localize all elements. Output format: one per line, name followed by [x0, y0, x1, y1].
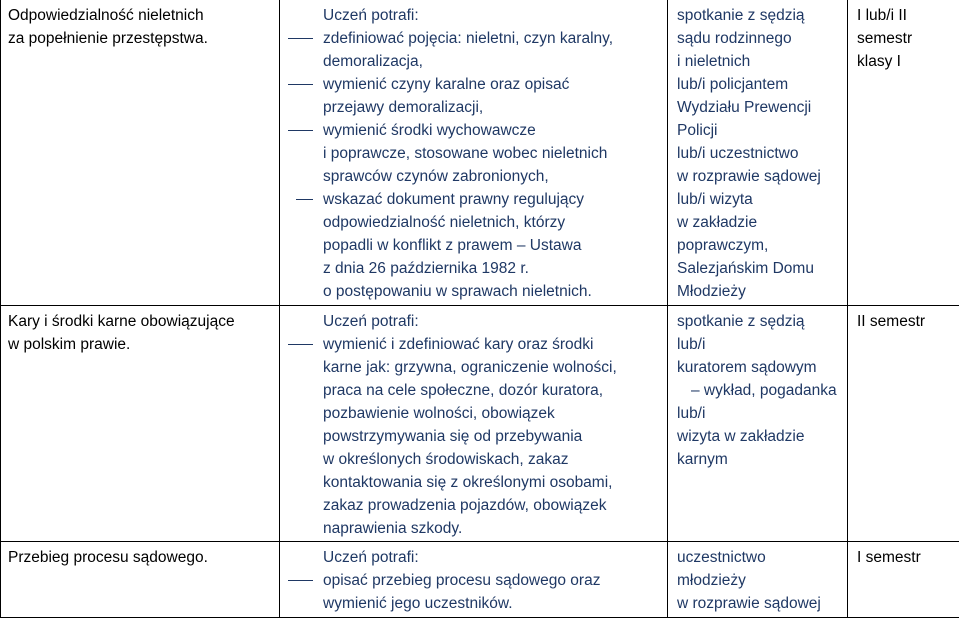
- methods-text: uczestnictwo młodzieży w rozprawie sądowej: [677, 546, 843, 615]
- methods-text: lub/i wizyta w zakładzie karnym: [677, 402, 843, 471]
- topic-cell: [1, 306, 280, 542]
- methods-text: spotkanie z sędzią lub/i kuratorem sądowym: [677, 310, 843, 379]
- topic-text: Odpowiedzialność nieletnich za popełnienie przestępstwa.: [8, 4, 273, 50]
- topic-cell: [1, 0, 280, 306]
- topic-text: Przebieg procesu sądowego.: [8, 546, 273, 569]
- list-item: wymienić środki wychowawcze i poprawcze, stosowane wobec nieletnich sprawców czynów zabronionych,: [280, 119, 663, 188]
- list-item: opisać przebieg procesu sądowego oraz wymienić jego uczestników.: [280, 569, 663, 615]
- methods-cell: [668, 542, 848, 618]
- outcomes-list: [280, 333, 663, 540]
- topic-text: Kary i środki karne obowiązujące w polskim prawie.: [8, 310, 273, 356]
- table-row: [1, 0, 959, 306]
- outcomes-heading: Uczeń potrafi:: [280, 546, 663, 569]
- outcomes-list: [280, 569, 663, 615]
- outcomes-cell: [280, 306, 668, 542]
- term-cell: [848, 542, 959, 618]
- list-item: wymienić i zdefiniować kary oraz środki karne jak: grzywna, ograniczenie wolności, praca na cele społeczne, dozór kuratora, pozbawienie wolności, obowiązek powstrzymywania się od przebywania w określonych środowiskach, zakaz kontaktowania się z określonymi osobami, zakaz prowadzenia pojazdów, obowiązek naprawienia szkody.: [280, 333, 663, 540]
- methods-text: – wykład, pogadanka: [677, 379, 843, 402]
- term-cell: [848, 0, 959, 306]
- list-item: wymienić czyny karalne oraz opisać przejawy demoralizacji,: [280, 73, 663, 119]
- methods-cell: [668, 306, 848, 542]
- term-cell: [848, 306, 959, 542]
- outcomes-cell: [280, 0, 668, 306]
- outcomes-heading: Uczeń potrafi:: [280, 310, 663, 333]
- topic-cell: [1, 542, 280, 618]
- outcomes-cell: [280, 542, 668, 618]
- list-item: zdefiniować pojęcia: nieletni, czyn karalny, demoralizacja,: [280, 27, 663, 73]
- outcomes-list: [280, 27, 663, 303]
- term-text: II semestr: [857, 310, 955, 333]
- term-text: I lub/i II semestr klasy I: [857, 4, 955, 73]
- methods-cell: [668, 0, 848, 306]
- outcomes-heading: Uczeń potrafi:: [280, 4, 663, 27]
- term-text: I semestr: [857, 546, 955, 569]
- table-row: [1, 542, 959, 618]
- list-item: wskazać dokument prawny regulujący odpowiedzialność nieletnich, którzy popadli w konflikt z prawem – Ustawa z dnia 26 października 1982 r. o postępowaniu w sprawach nieletnich.: [280, 188, 663, 303]
- table-row: [1, 306, 959, 542]
- methods-text: spotkanie z sędzią sądu rodzinnego i nieletnich lub/i policjantem Wydziału Prewencji Policji lub/i uczestnictwo w rozprawie sądowej lub/i wizyta w zakładzie poprawczym, Salezjańskim Domu Młodzieży: [677, 4, 843, 303]
